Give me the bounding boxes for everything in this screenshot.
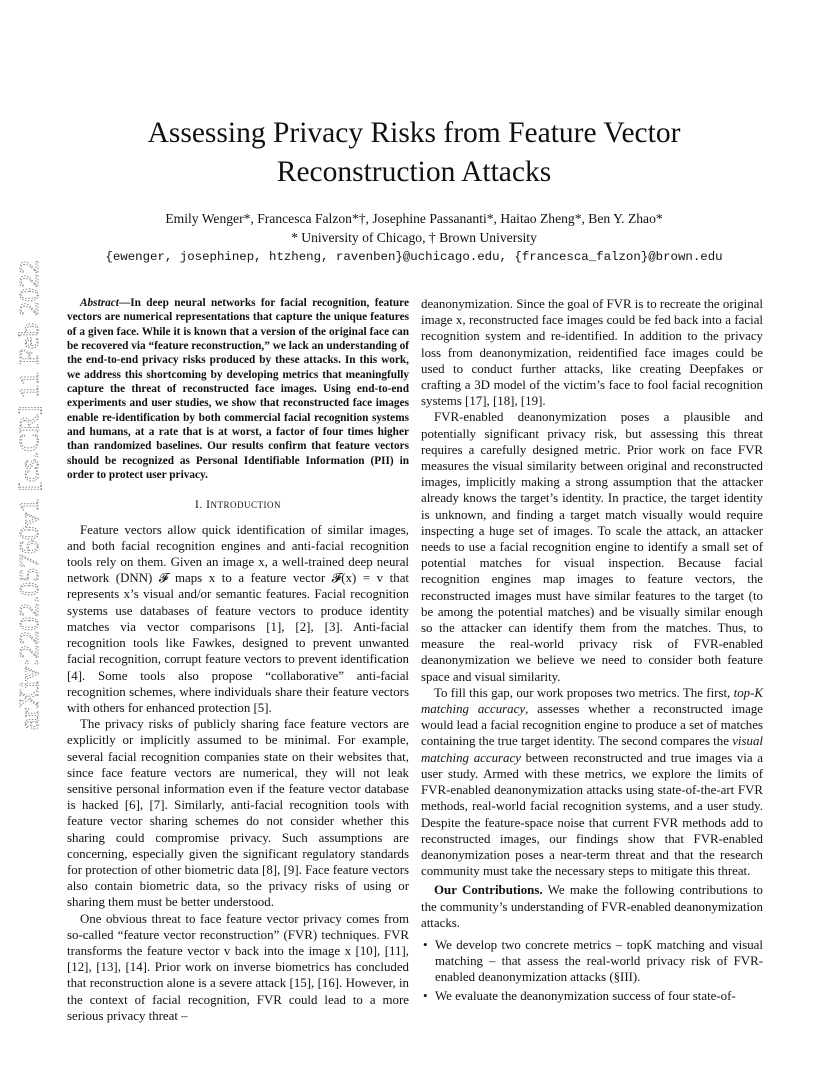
contributions-paragraph (421, 882, 763, 931)
intro-paragraph-2: The privacy risks of publicly sharing face feature vectors are explicitly or implicitly assumed to be minimal. For example, several facial recognition companies state on their websites that, since face feature vectors are numerical, they will not leak sensitive personal information even if the feature vector database is hacked [6], [7]. Similarly, anti-facial recognition tools with feature vector sharing schemes do not consider whether this sharing could compromise privacy. Such assumptions are concerning, especially given the significant regulatory standards for protection of other biometric data [8], [9]. Face feature vectors also contain biometric data, so the privacy risks of using or sharing them must be better understood. (67, 717, 409, 910)
contribution-item (421, 937, 763, 986)
abstract (67, 296, 409, 482)
arxiv-stamp-svg (6, 250, 50, 740)
left-column (67, 296, 409, 1024)
author-emails: {ewenger, josephinep, htzheng, ravenben}@uchicago.edu, {francesca_falzon}@brown.edu (105, 250, 723, 264)
arxiv-stamp-text: arXiv:2202.05760v1 [cs.CR] 11 Feb 2022 (14, 275, 44, 730)
metrics-text-b: , assesses whether a reconstructed image would lead a facial recognition engine to produce a set of matches containing the true target identity. The second compares the (421, 702, 764, 749)
metrics-text-c: between reconstructed and true images via a user study. Armed with these metrics, we explore the limits of FVR-enabled deanonymization attacks using state-of-the-art FVR methods, real-world facial recognition systems, and a user study. Despite the feature-space noise that current FVR methods add to reconstructed images, our findings show that FVR-enabled deanonymization poses a near-term threat and that the research community must take the necessary steps to mitigate this threat. (421, 750, 763, 879)
metric-name-visual: visual matching accuracy (421, 734, 763, 765)
contributions-heading: Our Contributions. (434, 883, 543, 898)
metrics-text-a: To fill this gap, our work proposes two metrics. The first, (434, 685, 734, 700)
section-title-rest: ntroduction (210, 497, 281, 512)
contribution-text: We develop two concrete metrics – topK matching and visual matching – that assess the real-world privacy risk of FVR-enabled deanonymization attacks (§III). (435, 937, 763, 985)
author-list: Emily Wenger*, Francesca Falzon*†, Josephine Passananti*, Haitao Zheng*, Ben Y. Zhao* (165, 211, 663, 226)
metrics-paragraph (421, 685, 763, 879)
intro-paragraph-5: FVR-enabled deanonymization poses a plausible and potentially significant privacy risk, but assessing this threat requires a carefully designed metric. Prior work on face FVR measures the visual similarity between original and reconstructed images, implicitly making a strong assumption that the attacker already knows the target’s identity. In practice, the target identity is unknown, and finding a target match visually would require inspecting a huge set of images. To scale the attack, an attacker needs to use a facial recognition engine to identify a small set of potential matches for visual inspection. Because facial recognition engines map images to feature vectors, the reconstructed images must have similar features to the target (to be among the potential matches) and be visually similar enough so the attacker can identify them from the matches. Thus, to measure the real-world privacy risk of FVR-enabled deanonymization we believe we need to consider both feature space and visual similarity. (421, 410, 763, 684)
affiliations: * University of Chicago, † Brown University (291, 230, 537, 245)
title-line-2: Reconstruction Attacks (276, 156, 552, 188)
metric-name-topk: top-K matching accuracy (421, 685, 763, 717)
arxiv-identifier-stamp (6, 250, 50, 740)
paper-title (60, 114, 768, 192)
abstract-text: —In deep neural networks for facial recognition, feature vectors are numerical representations that capture the unique features of a given face. While it is known that a version of the original face can be recovered via “feature reconstruction,” we lack an understanding of the end-to-end privacy risks produced by these attacks. In this work, we address this shortcoming by developing metrics that meaningfully capture the threat of reconstructed face images. Using end-to-end experiments and user studies, we show that reconstructed face images enable re-identification by both commercial facial recognition systems and humans, at a rate that is at worst, a factor of four times higher than randomized baselines. Our results confirm that feature vectors should be recognized as Personal Identifiable Information (PII) in order to protect user privacy. (67, 297, 409, 482)
section-numeral: I. (195, 499, 203, 512)
intro-paragraph-1: Feature vectors allow quick identification of similar images, and both facial recognition engines and anti-facial recognition tools rely on them. Given an image x, a well-trained deep neural network (DNN) 𝓕 maps x to a feature vector 𝓕(x) = v that represents x’s visual and/or semantic features. Facial recognition systems use databases of feature vectors to produce identity matches via vector comparisons [1], [2], [3]. Anti-facial recognition tools like Fawkes, designed to prevent unwanted facial recognition, corrupt feature vectors to prevent identification [4]. Some tools also propose “collaborative” anti-facial recognition schemes, where individuals share their feature vectors with others for enhanced protection [5]. (67, 522, 409, 715)
right-column (421, 296, 763, 1006)
intro-paragraph-3: One obvious threat to face feature vector privacy comes from so-called “feature vector reconstruction” (FVR) techniques. FVR transforms the feature vector v back into the image x [10], [11], [12], [13], [14]. Prior work on inverse biometrics has concluded that reconstruction alone is a severe attack [15], [16]. However, in the context of facial recognition, FVR could lead to a more serious privacy threat – (67, 911, 409, 1023)
bullet-icon: • (423, 937, 428, 952)
intro-paragraph-4: deanonymization. Since the goal of FVR is to recreate the original image x, reconstructed face images could be fed back into a facial recognition system and re-identified. In addition to the privacy loss from deanonymization, reidentified face images could be used to conduct further attacks, like creating Deepfakes or crafting a 3D model of the victim’s face to fool facial recognition systems [17], [18], [19]. (421, 297, 763, 409)
contribution-item (421, 988, 763, 1004)
contribution-text: We evaluate the deanonymization success of four state-of- (435, 988, 736, 1003)
section-heading-introduction (67, 496, 409, 513)
abstract-label: Abstract (80, 297, 119, 309)
contributions-list (421, 937, 763, 1004)
bullet-icon: • (423, 988, 428, 1003)
section-title-first: I (206, 499, 211, 512)
title-line-1: Assessing Privacy Risks from Feature Vector (147, 117, 681, 149)
contributions-text: We make the following contributions to the community’s understanding of FVR-enabled deanonymization attacks. (421, 883, 763, 930)
